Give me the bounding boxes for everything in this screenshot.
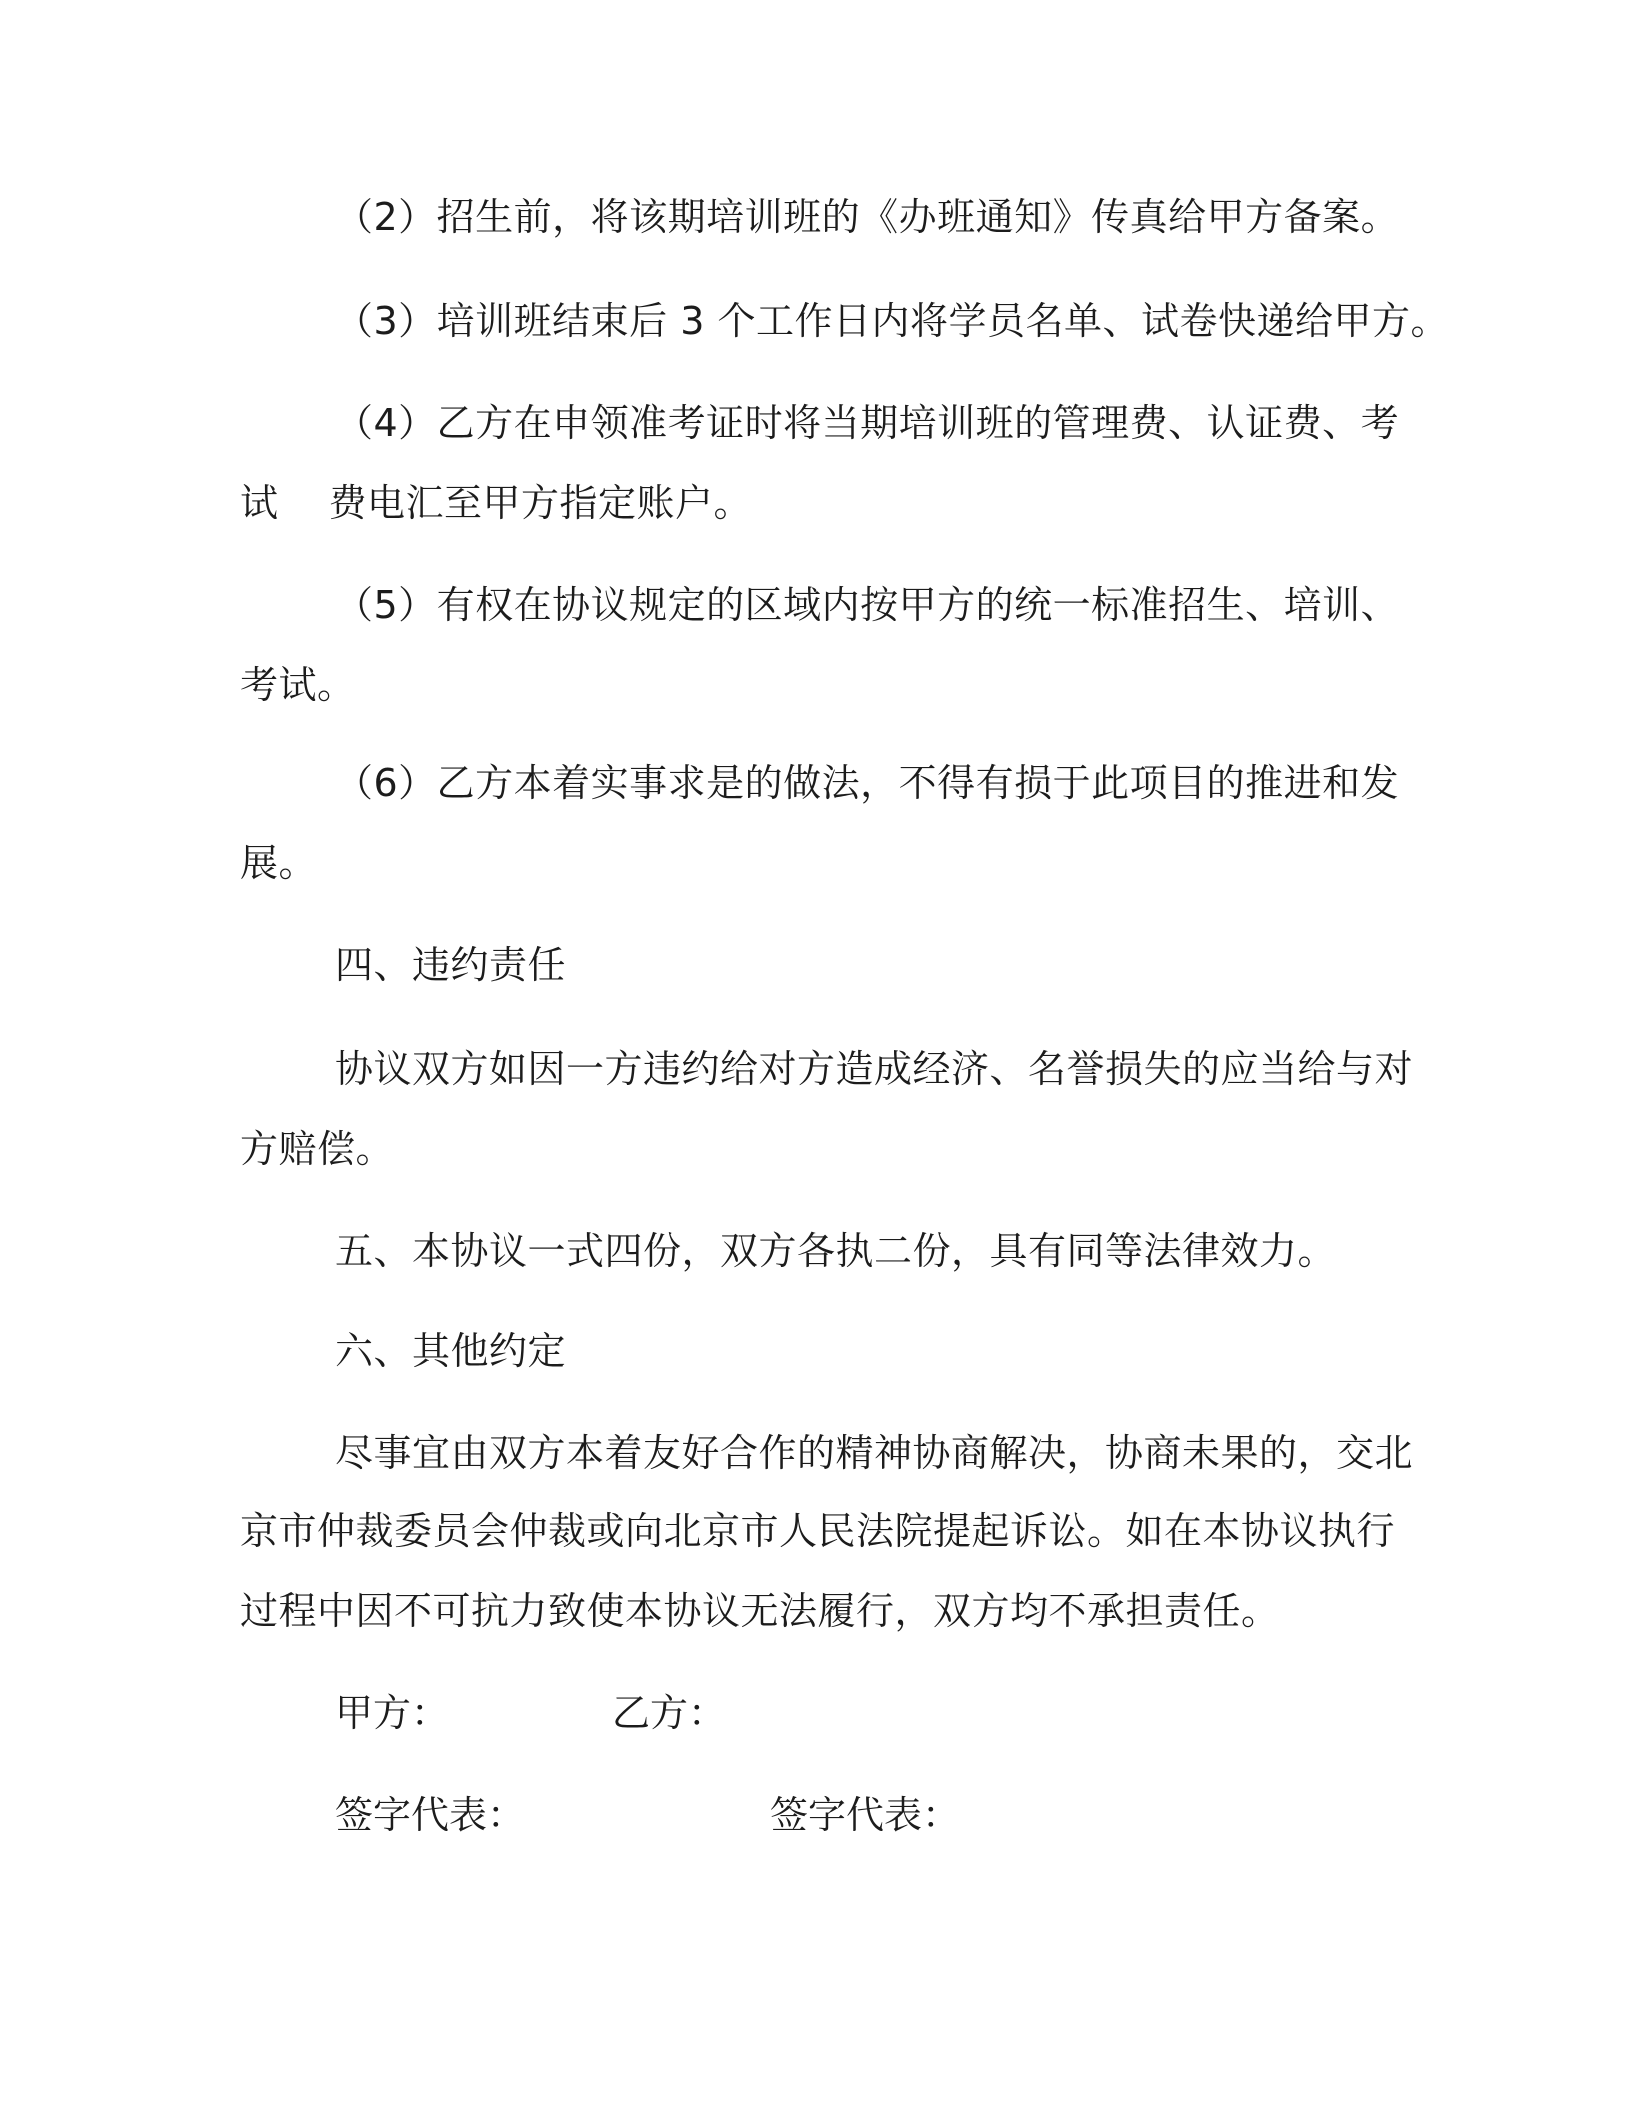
clause-4-line-2 [240, 481, 753, 525]
party-a-label: 甲方： [335, 1691, 450, 1735]
clause-4-line-2-a: 试 [240, 481, 279, 525]
clause-4-line-1: （4）乙方在申领准考证时将当期培训班的管理费、认证费、考 [335, 401, 1400, 445]
section-6-line-1: 尽事宜由双方本着友好合作的精神协商解决，协商未果的，交北 [335, 1431, 1414, 1475]
clause-3: （3）培训班结束后 3 个工作日内将学员名单、试卷快递给甲方。 [335, 299, 1450, 343]
section-4-line-1: 协议双方如因一方违约给对方造成经济、名誉损失的应当给与对 [335, 1047, 1414, 1091]
section-4-title: 四、违约责任 [335, 943, 567, 987]
clause-6-line-1: （6）乙方本着实事求是的做法，不得有损于此项目的推进和发 [335, 761, 1400, 805]
section-4-line-2: 方赔偿。 [240, 1127, 395, 1171]
clause-4-line-2-b: 费电汇至甲方指定账户。 [328, 481, 753, 525]
section-6-line-3: 过程中因不可抗力致使本协议无法履行，双方均不承担责任。 [240, 1589, 1280, 1633]
section-6-title: 六、其他约定 [335, 1329, 567, 1373]
party-b-label: 乙方： [612, 1691, 727, 1735]
section-6-line-2: 京市仲裁委员会仲裁或向北京市人民法院提起诉讼。如在本协议执行 [240, 1509, 1396, 1553]
clause-5-line-1: （5）有权在协议规定的区域内按甲方的统一标准招生、培训、 [335, 583, 1400, 627]
clause-2: （2）招生前，将该期培训班的《办班通知》传真给甲方备案。 [335, 195, 1400, 239]
party-b-representative-label: 签字代表： [770, 1793, 961, 1837]
clause-5-line-2: 考试。 [240, 663, 356, 707]
section-5: 五、本协议一式四份，双方各执二份，具有同等法律效力。 [335, 1229, 1337, 1273]
party-a-representative-label: 签字代表： [335, 1793, 526, 1837]
clause-6-line-2: 展。 [240, 841, 318, 885]
